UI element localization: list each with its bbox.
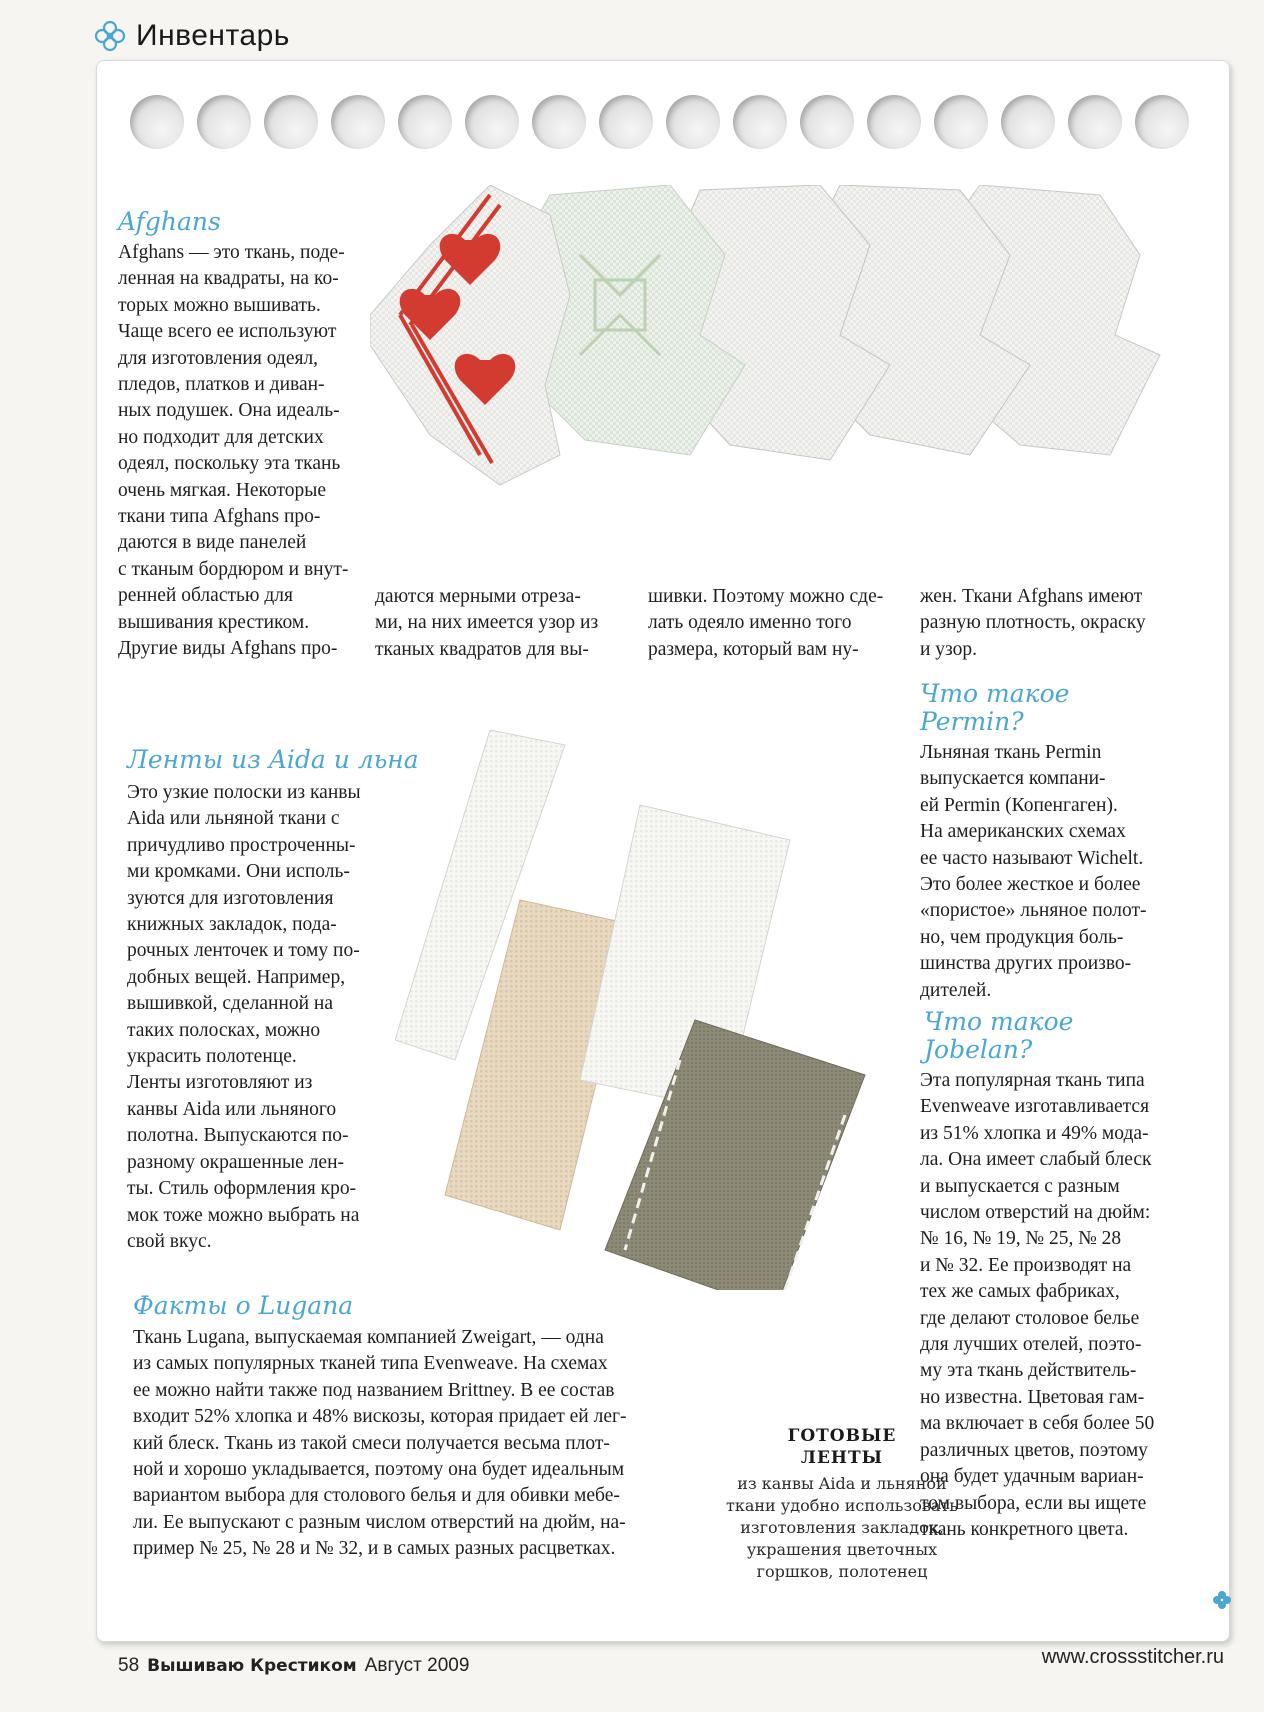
punch-hole [465,95,519,149]
text-line: вариантом выбора для столового белья и для обивки мебе- [133,1485,620,1507]
text-line: ми кромками. Они исполь- [127,861,350,883]
text-line: тех же самых фабриках, [920,1281,1120,1303]
text-line: но, чем продукция боль- [920,926,1124,948]
text-line: ной и хорошо укладывается, поэтому она будет идеальным [133,1459,625,1481]
punch-hole [398,95,452,149]
caption-line: из канвы Aida и льняной [737,1474,947,1493]
caption-line: изготовления закладок, [740,1518,944,1537]
punch-hole [867,95,921,149]
text-line: полотна. Выпускаются по- [127,1125,349,1147]
text-line: том выбора, если вы ищете [920,1492,1147,1514]
text-line: даются мерными отреза- [375,586,581,607]
text-line: Это более жесткое и более [920,874,1141,896]
text-line: таких полосках, можно [127,1019,321,1041]
text-line: кий блеск. Ткань из такой смеси получается весьма плот- [133,1432,610,1454]
text-line: Ленты изготовляют из [127,1072,313,1094]
jobelan-heading [924,1008,1073,1063]
text-line: лать одеяло именно того [648,612,852,634]
text-line: пример № 25, № 28 и № 32, и в самых разных расцветках. [133,1538,616,1560]
flower-icon [92,18,128,54]
text-line: Другие виды Afghans про- [118,638,338,660]
text-line: причудливо простроченны- [127,834,356,856]
page-number: 58 [118,1655,140,1676]
text-line: числом отверстий на дюйм: [920,1202,1151,1224]
lugana-heading: Факты о Lugana [133,1291,354,1320]
heading-line: Permin? [920,706,1024,736]
text-line: Afghans — это ткань, поде- [118,242,345,263]
text-line: Ткань Lugana, выпускаемая компанией Zweigart, — одна [133,1327,604,1348]
end-mark-icon [1212,1590,1232,1610]
text-line: «пористое» льняное полот- [920,900,1147,922]
text-line: ткани типа Afghans про- [118,506,321,528]
afghans-text-col4 [920,584,1200,663]
text-line: торых можно вышивать. [118,294,321,316]
website-link[interactable]: www.crossstitcher.ru [1041,1646,1224,1668]
text-line: ренней областью для [118,585,293,607]
lugana-text [133,1325,703,1563]
text-line: книжных закладок, пода- [127,914,337,936]
punch-hole [666,95,720,149]
text-line: ли. Ее выпускают с разным числом отверстий на дюйм, на- [133,1511,626,1533]
heading-line: Jobelan? [924,1034,1033,1064]
heading-line: Что такое [924,1007,1074,1036]
text-line: но известна. Цветовая гам- [920,1386,1145,1408]
afghans-text-col3 [648,584,908,663]
text-line: зуются для изготовления [127,887,334,909]
punch-hole [800,95,854,149]
text-line: для изготовления одеял, [118,347,319,369]
punch-hole [599,95,653,149]
text-line: ных подушек. Она идеаль- [118,400,340,422]
ribbons-illustration [395,730,915,1290]
text-line: ми, на них имеется узор из [375,612,599,634]
text-line: На американских схемах [920,821,1126,843]
caption-line: горшков, полотенец [756,1562,928,1581]
text-line: украсить полотенце. [127,1046,297,1068]
text-line: размера, который вам ну- [648,638,859,660]
caption-title [712,1425,972,1469]
text-line: с тканым бордюром и внут- [118,558,349,580]
text-line: добных вещей. Например, [127,966,346,988]
text-line: выпускается компани- [920,768,1106,790]
magazine-name: Вышиваю Крестиком [147,1656,357,1676]
afghans-text-col2 [375,584,635,663]
text-line: и № 32. Ее производят на [920,1254,1132,1276]
punch-hole [331,95,385,149]
text-line: одеял, поскольку эта ткань [118,453,341,475]
section-header [92,18,290,54]
text-line: из самых популярных тканей типа Evenweave. На схемах [133,1353,608,1375]
caption-line: украшения цветочных [746,1540,938,1559]
text-line: из 51% хлопка и 49% мода- [920,1122,1149,1144]
text-line: входит 52% хлопка и 48% вискозы, которая придает ей лег- [133,1406,627,1428]
text-line: и выпускается с разным [920,1175,1120,1197]
text-line: вышивания крестиком. [118,611,310,633]
punch-hole [1001,95,1055,149]
punch-hole [532,95,586,149]
text-line: вышивкой, сделанной на [127,993,334,1015]
afghans-fabric-illustration [370,185,1220,525]
punch-hole [264,95,318,149]
text-line: № 16, № 19, № 25, № 28 [920,1228,1122,1250]
punch-hole [934,95,988,149]
text-line: но подходит для детских [118,426,324,448]
text-line: мок тоже можно выбрать на [127,1204,360,1226]
text-line: Эта популярная ткань типа [920,1070,1145,1091]
text-line: шинства других произво- [920,953,1132,975]
text-line: разную плотность, окраску [920,612,1146,634]
ribbons-heading: Ленты из Aida и льна [127,745,419,774]
punch-hole [197,95,251,149]
text-line: она будет удачным вариан- [920,1466,1144,1488]
afghans-heading: Afghans [118,207,221,236]
punch-hole [1068,95,1122,149]
text-line: свой вкус. [127,1230,212,1252]
text-line: жен. Ткани Afghans имеют [920,586,1143,607]
punch-hole [733,95,787,149]
text-line: тканых квадратов для вы- [375,638,589,660]
caption-line: ткани удобно использовать [726,1496,958,1515]
text-line: шивки. Поэтому можно сде- [648,586,884,607]
text-line: ты. Стиль оформления кро- [127,1178,357,1200]
ribbons-caption [712,1425,972,1583]
text-line: очень мягкая. Некоторые [118,479,327,501]
text-line: ей Permin (Копенгаген). [920,794,1118,816]
text-line: ее часто называют Wichelt. [920,847,1144,869]
text-line: даются в виде панелей [118,532,307,554]
text-line: канвы Aida или льняного [127,1098,337,1120]
punch-hole [130,95,184,149]
footer-left [118,1655,469,1677]
heading-line: Что такое [920,679,1070,708]
text-line: Evenweave изготавливается [920,1096,1150,1118]
permin-text [920,740,1200,1004]
ribbons-text [127,780,392,1255]
text-line: му эта ткань действитель- [920,1360,1137,1382]
punch-hole [1135,95,1189,149]
caption-title-line: ЛЕНТЫ [800,1448,884,1468]
text-line: ленная на квадраты, на ко- [118,268,339,290]
fabric-swatch-red-hearts [370,185,570,485]
permin-heading [920,680,1069,735]
text-line: пледов, платков и диван- [118,374,325,396]
text-line: ла. Она имеет слабый блеск [920,1149,1152,1171]
text-line: дителей. [920,979,992,1001]
text-line: для лучших отелей, поэто- [920,1334,1142,1356]
text-line: различных цветов, поэтому [920,1439,1148,1461]
caption-title-line: ГОТОВЫЕ [787,1426,897,1446]
text-line: ткань конкретного цвета. [920,1518,1129,1540]
text-line: ее можно найти также под названием Brittney. В ее состав [133,1379,615,1401]
afghans-text-col1 [118,240,368,663]
text-line: разному окрашенные лен- [127,1151,345,1173]
punch-holes [130,95,1220,155]
text-line: рочных ленточек и тому по- [127,940,360,962]
section-title: Инвентарь [136,19,290,52]
text-line: ма включает в себя более 50 [920,1413,1155,1435]
text-line: Чаще всего ее используют [118,321,337,343]
text-line: и узор. [920,638,978,660]
text-line: где делают столовое белье [920,1307,1140,1329]
text-line: Aida или льняной ткани с [127,808,340,830]
text-line: Это узкие полоски из канвы [127,782,361,803]
text-line: Льняная ткань Permin [920,742,1102,763]
caption-text [712,1473,972,1583]
issue-date: Август 2009 [364,1655,470,1676]
